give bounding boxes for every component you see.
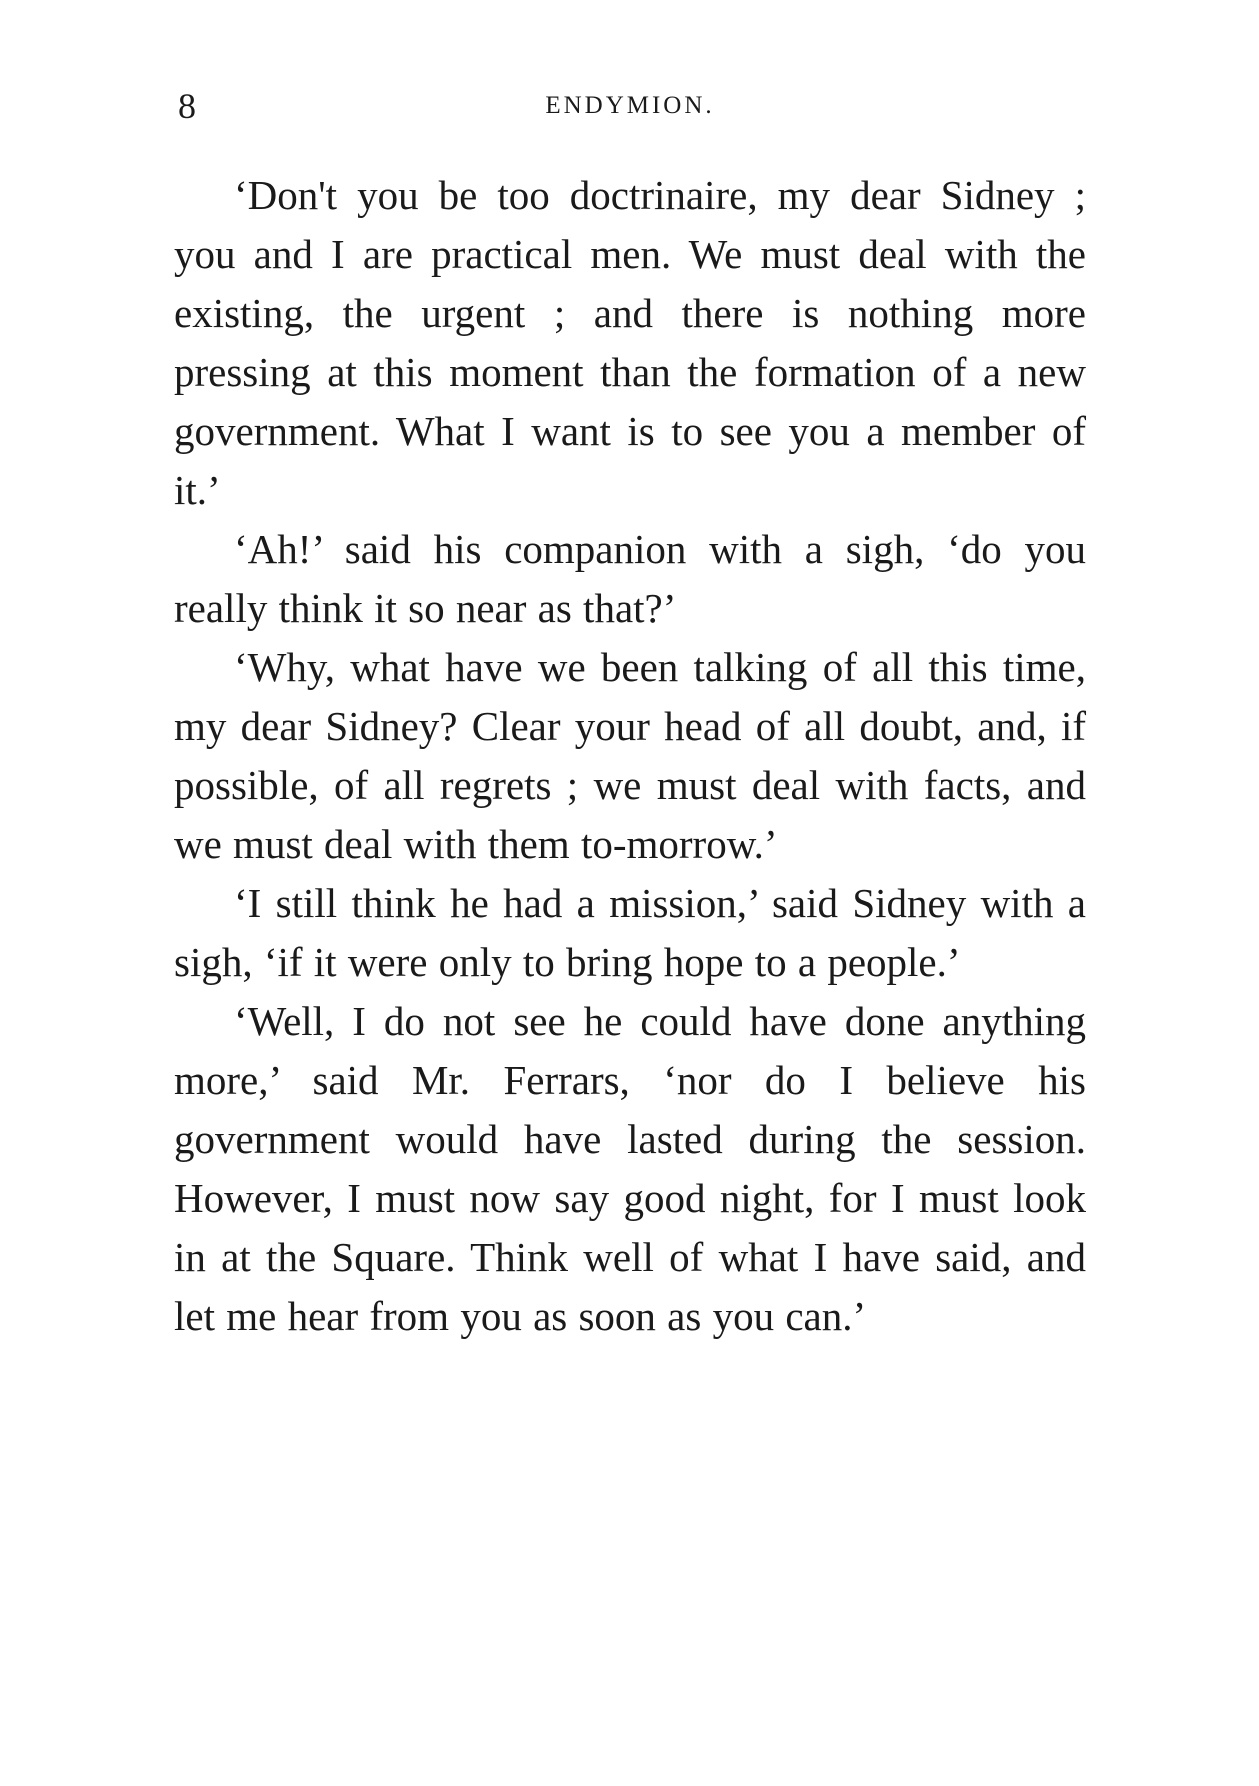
paragraph: ‘Well, I do not see he could have done anything more,’ said Mr. Ferrars, ‘nor do I believe his government would have lasted during the session. However, I must now say good night, for I must look in at the Square. Think well of what I have said, and let me hear from you as soon as you can.’ xyxy=(174,998,1086,1339)
running-title: ENDYMION. xyxy=(545,92,715,119)
body-text xyxy=(174,166,1086,1346)
running-head xyxy=(174,86,1086,126)
paragraph: ‘I still think he had a mission,’ said Sidney with a sigh, ‘if it were only to bring hope to a people.’ xyxy=(174,880,1086,985)
paragraph: ‘Ah!’ said his companion with a sigh, ‘do you really think it so near as that?’ xyxy=(174,526,1086,631)
page-number: 8 xyxy=(178,86,196,126)
paragraph: ‘Don't you be too doctrinaire, my dear Sidney ; you and I are practical men. We must deal with the existing, the urgent ; and there is nothing more pressing at this moment than the formation of a new government. What I want is to see you a member of it.’ xyxy=(174,172,1086,513)
paragraph: ‘Why, what have we been talking of all this time, my dear Sidney? Clear your head of all doubt, and, if possible, of all regrets ; we must deal with facts, and we must deal with them to-morrow.’ xyxy=(174,644,1086,867)
